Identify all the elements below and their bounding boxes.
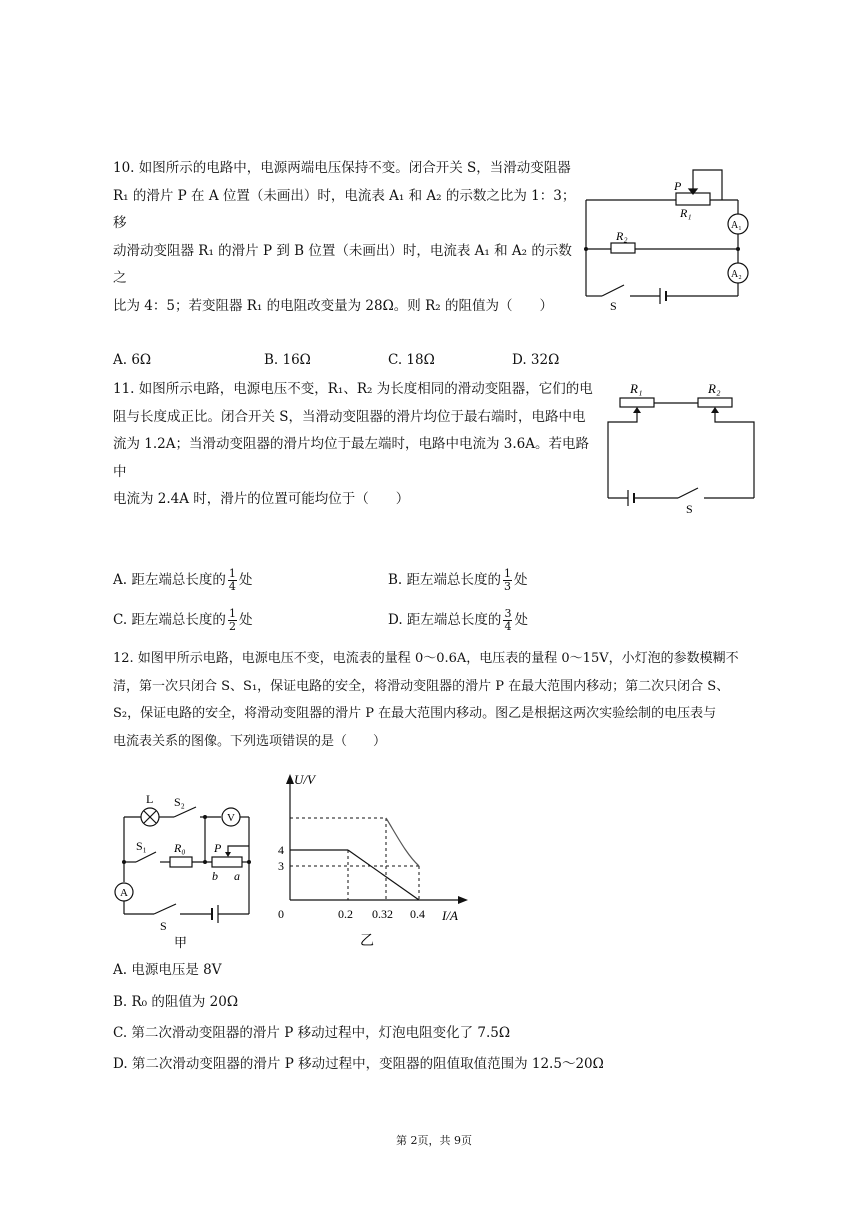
q12-circuit-diagram-jia — [108, 790, 263, 954]
q11-line-1: 11. 如图所示电路，电源电压不变，R₁、R₂ 为长度相同的滑动变阻器，它们的电 — [113, 381, 593, 397]
q12-graph-origin: 0 — [278, 907, 284, 921]
q12-line-2: 清，第一次只闭合 S、S₁，保证电路的安全，将滑动变阻器的滑片 P 在最大范围内移动；第二次只闭合 S、 — [113, 678, 730, 694]
q10-a1-label: A₁ — [731, 220, 742, 231]
q11-s-label: S — [686, 502, 693, 516]
q12-option-c: C. 第二次滑动变阻器的滑片 P 移动过程中，灯泡电阻变化了 7.5Ω — [113, 1025, 511, 1041]
q11-line-2: 阻与长度成正比。闭合开关 S，当滑动变阻器的滑片均位于最右端时，电路中电 — [113, 408, 586, 425]
q11-option-a-den: 4 — [228, 580, 236, 593]
q12-a-label: a — [234, 869, 240, 883]
q11-option-a-num: 1 — [228, 567, 236, 580]
q11-option-d-num: 3 — [504, 607, 512, 620]
q12-v-label: V — [227, 812, 235, 824]
q11-option-a-prefix: A. 距左端总长度的 — [113, 572, 226, 588]
q12-jia-caption: 甲 — [174, 935, 188, 950]
q11-option-d-prefix: D. 距左端总长度的 — [388, 612, 502, 628]
q10-s-label: S — [610, 299, 617, 313]
q11-circuit-diagram — [600, 378, 765, 522]
q12-graph-xtick-0.4: 0.4 — [410, 907, 425, 921]
q11-option-b-fraction — [503, 568, 512, 593]
q12-r0-label: R₀ — [174, 841, 186, 855]
q11-r2-label: R₂ — [708, 381, 721, 396]
q11-option-c-den: 2 — [228, 620, 236, 633]
q10-circuit-diagram — [578, 160, 758, 319]
q11-option-c-prefix: C. 距左端总长度的 — [113, 612, 226, 628]
q12-option-d: D. 第二次滑动变阻器的滑片 P 移动过程中，变阻器的阻值取值范围为 12.5～20Ω — [113, 1056, 604, 1072]
q11-option-d-suffix: 处 — [514, 612, 528, 628]
q11-option-b-den: 3 — [504, 580, 512, 593]
q11-option-a — [113, 568, 252, 593]
q12-graph-ytick-4: 4 — [278, 843, 284, 857]
q10-r1-label: R₁ — [680, 206, 692, 220]
q10-p-label: P — [674, 179, 682, 193]
q11-r1-label: R₁ — [630, 381, 643, 396]
q12-s2-label: S₂ — [174, 795, 185, 809]
question-12 — [113, 645, 763, 755]
q12-s-label: S — [160, 919, 167, 933]
q12-s1-label: S₁ — [136, 839, 147, 853]
question-11 — [113, 376, 598, 514]
q11-option-d-den: 4 — [504, 620, 512, 633]
q10-line-2: R₁ 的滑片 P 在 A 位置（未画出）时，电流表 A₁ 和 A₂ 的示数之比为 1：3；移 — [113, 187, 576, 231]
q11-option-d — [388, 608, 528, 633]
q12-line-4: 电流表关系的图像。下列选项错误的是（ ） — [113, 733, 387, 749]
q10-line-3: 动滑动变阻器 R₁ 的滑片 P 到 B 位置（未画出）时，电流表 A₁ 和 A₂ 的示数之 — [113, 242, 572, 286]
q11-line-3: 流为 1.2A；当滑动变阻器的滑片均位于最左端时，电路中电流为 3.6A。若电路中 — [113, 436, 590, 480]
q12-graph-yi — [270, 770, 470, 954]
q12-graph-ytick-3: 3 — [278, 859, 284, 873]
q11-option-b-num: 1 — [504, 567, 512, 580]
q11-option-c — [113, 608, 252, 633]
q12-graph-xlabel: I/A — [442, 908, 458, 923]
q10-option-d: D. 32Ω — [512, 352, 560, 368]
q12-graph-xtick-0.2: 0.2 — [338, 907, 353, 921]
q12-b-label: b — [212, 869, 218, 883]
q12-graph-xtick-0.32: 0.32 — [372, 907, 393, 921]
q12-line-1: 12. 如图甲所示电路，电源电压不变，电流表的量程 0～0.6A，电压表的量程 0～15V，小灯泡的参数模糊不 — [113, 651, 739, 666]
q10-line-1: 10. 如图所示的电路中，电源两端电压保持不变。闭合开关 S，当滑动变阻器 — [113, 160, 571, 176]
q12-option-b: B. R₀ 的阻值为 20Ω — [113, 994, 239, 1010]
q12-l-label: L — [146, 792, 154, 806]
q12-graph-ylabel: U/V — [294, 772, 315, 787]
q11-option-a-suffix: 处 — [238, 572, 253, 588]
q11-option-b-suffix: 处 — [514, 572, 528, 588]
q11-option-c-num: 1 — [228, 607, 236, 620]
q12-ammeter-label: A — [120, 887, 128, 899]
q12-yi-caption: 乙 — [360, 934, 374, 949]
q12-option-a: A. 电源电压是 8V — [113, 962, 222, 978]
q11-option-c-suffix: 处 — [238, 612, 253, 628]
page-footer: 第 2页，共 9页 — [396, 1134, 472, 1147]
q11-option-d-fraction — [503, 608, 512, 633]
q11-option-b — [388, 568, 528, 593]
q10-option-b: B. 16Ω — [264, 352, 311, 368]
q10-a2-label: A₂ — [731, 269, 742, 280]
question-10 — [113, 155, 583, 320]
q10-option-a: A. 6Ω — [113, 352, 152, 368]
q11-option-a-fraction — [228, 568, 237, 593]
q11-option-c-fraction — [228, 608, 237, 633]
q10-line-4: 比为 4：5；若变阻器 R₁ 的电阻改变量为 28Ω。则 R₂ 的阻值为（ ） — [113, 297, 553, 314]
q10-r2-label: R₂ — [616, 229, 628, 243]
q10-option-c: C. 18Ω — [388, 352, 435, 368]
q11-line-4: 电流为 2.4A 时，滑片的位置可能均位于（ ） — [113, 491, 410, 507]
q12-p-label: P — [214, 841, 222, 855]
q11-option-b-prefix: B. 距左端总长度的 — [388, 572, 502, 588]
q12-line-3: S₂，保证电路的安全，将滑动变阻器的滑片 P 在最大范围内移动。图乙是根据这两次实验绘制的电压表与 — [113, 706, 717, 721]
